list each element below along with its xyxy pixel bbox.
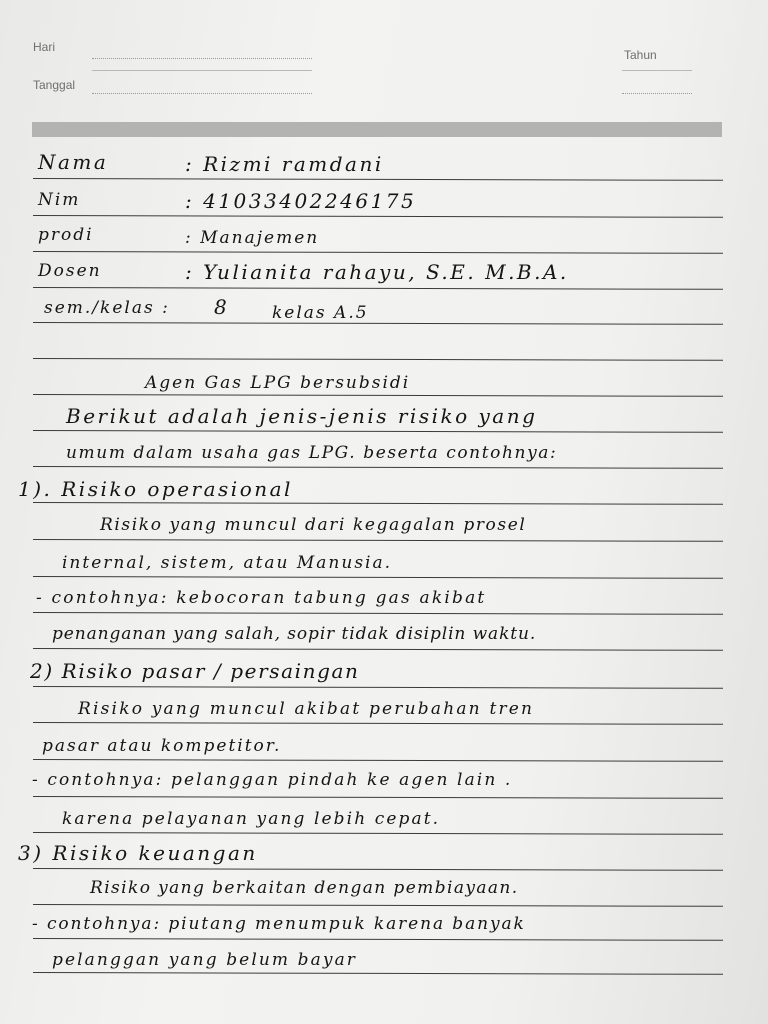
tahun-label: Tahun [624, 48, 657, 62]
nim-value: : 41033402246175 [185, 189, 417, 213]
ruled-line [33, 612, 723, 615]
kelas-value: kelas A.5 [272, 303, 369, 323]
ruled-line [33, 796, 723, 799]
section-1-line-2: internal, sistem, atau Manusia. [62, 553, 393, 573]
header-band [32, 122, 722, 137]
ruled-line [33, 576, 723, 579]
ruled-line [33, 832, 723, 835]
intro-line-1: Berikut adalah jenis-jenis risiko yang [66, 404, 538, 428]
tanggal-dotted-line [92, 93, 312, 94]
ruled-line [33, 466, 723, 469]
ruled-line [33, 358, 723, 361]
title: Agen Gas LPG bersubsidi [145, 373, 411, 393]
nama-value: : Rizmi ramdani [185, 152, 384, 176]
semester-value: 8 [214, 295, 230, 319]
section-2-line-1: Risiko yang muncul akibat perubahan tren [78, 699, 535, 719]
ruled-line [33, 972, 723, 975]
tahun-dotted-line [622, 93, 692, 94]
section-1-example-2: penanganan yang salah, sopir tidak disiplin waktu. [52, 624, 537, 644]
ruled-line [33, 394, 723, 397]
dosen-value: : Yulianita rahayu, S.E. M.B.A. [185, 260, 569, 284]
section-3-heading: 3) Risiko keuangan [18, 841, 258, 865]
semkelas-label: sem./kelas : [44, 298, 170, 318]
ruled-line [33, 502, 723, 505]
nama-label: Nama [38, 150, 109, 174]
ruled-line [33, 215, 723, 218]
hari-dotted-line [92, 58, 312, 59]
section-2-example-2: karena pelayanan yang lebih cepat. [62, 809, 441, 829]
tahun-underline [622, 70, 692, 71]
section-2-line-2: pasar atau kompetitor. [42, 736, 282, 756]
ruled-line [33, 251, 723, 254]
prodi-label: prodi [38, 225, 94, 245]
ruled-line [33, 722, 723, 725]
section-3-example-2: pelanggan yang belum bayar [52, 950, 358, 970]
section-3-line-1: Risiko yang berkaitan dengan pembiayaan. [90, 878, 519, 898]
ruled-line [33, 539, 723, 542]
section-2-heading: 2) Risiko pasar / persaingan [30, 659, 360, 683]
section-1-heading: 1). Risiko operasional [18, 477, 293, 501]
ruled-line [33, 287, 723, 290]
prodi-value: : Manajemen [185, 228, 320, 248]
ruled-line [33, 178, 723, 181]
hari-label: Hari [33, 40, 56, 54]
ruled-line [33, 322, 723, 325]
ruled-line [33, 759, 723, 762]
section-3-example-1: - contohnya: piutang menumpuk karena banyak [32, 914, 526, 934]
ruled-line [33, 430, 723, 433]
section-2-example-1: - contohnya: pelanggan pindah ke agen lain . [32, 770, 513, 790]
intro-line-2: umum dalam usaha gas LPG. beserta contohnya: [66, 443, 558, 463]
ruled-line [33, 868, 723, 871]
ruled-line [33, 904, 723, 907]
section-1-example-1: - contohnya: kebocoran tabung gas akibat [36, 588, 487, 608]
hari-underline [92, 70, 312, 71]
ruled-line [33, 686, 723, 689]
tanggal-label: Tanggal [33, 78, 76, 92]
nim-label: Nim [38, 190, 81, 210]
section-1-line-1: Risiko yang muncul dari kegagalan prosel [100, 515, 527, 535]
ruled-line [33, 648, 723, 651]
ruled-line [33, 938, 723, 941]
dosen-label: Dosen [38, 261, 102, 281]
